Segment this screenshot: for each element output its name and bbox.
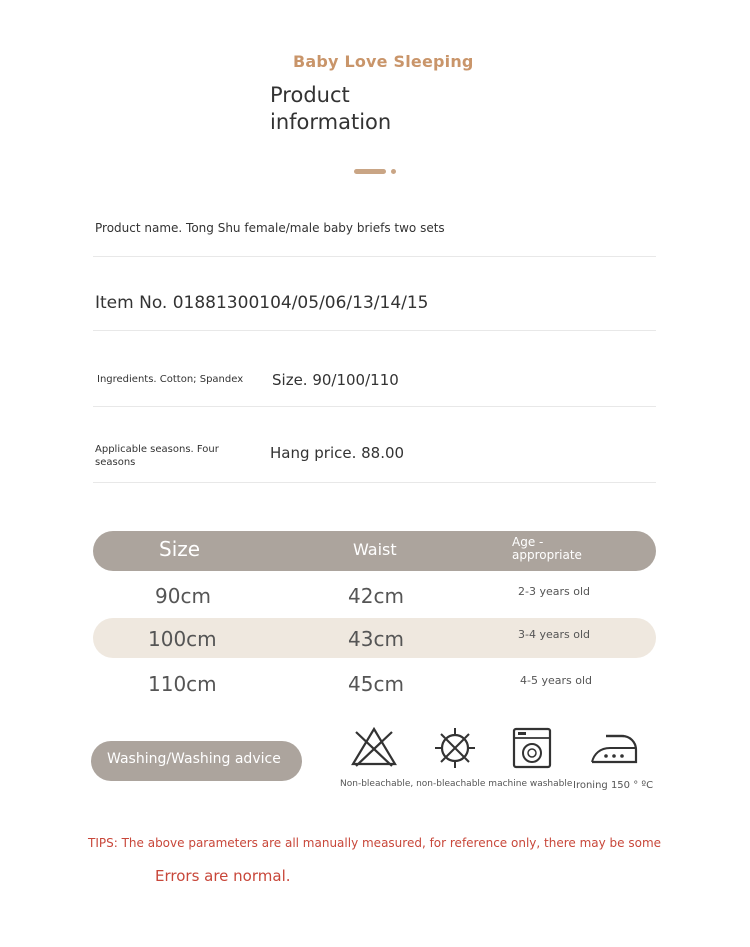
divider [93, 482, 656, 483]
decorative-bar [354, 169, 386, 174]
title-line-1: Product [270, 83, 350, 107]
iron-icon [588, 728, 640, 768]
row-waist: 43cm [348, 627, 404, 651]
no-bleach-icon [350, 726, 398, 768]
row-size: 90cm [155, 584, 211, 608]
care-instructions: Non-bleachable, non-bleachable machine washable [340, 779, 573, 789]
row-size: 100cm [148, 627, 217, 651]
row-waist: 45cm [348, 672, 404, 696]
tips-note-continued: Errors are normal. [155, 867, 291, 885]
row-age: 2-3 years old [518, 585, 590, 598]
brand-name: Baby Love Sleeping [293, 52, 474, 71]
item-number: Item No. 01881300104/05/06/13/14/15 [95, 293, 429, 313]
ingredients: Ingredients. Cotton; Spandex [97, 374, 244, 385]
decorative-dot [391, 169, 396, 174]
divider [93, 256, 656, 257]
hang-price: Hang price. 88.00 [270, 444, 405, 462]
header-waist: Waist [353, 540, 397, 559]
row-size: 110cm [148, 672, 217, 696]
divider [93, 406, 656, 407]
header-age: Age -appropriate [512, 535, 582, 562]
divider [93, 330, 656, 331]
tips-note: TIPS: The above parameters are all manually measured, for reference only, there may be some [88, 836, 662, 850]
size-list: Size. 90/100/110 [272, 371, 399, 389]
row-waist: 42cm [348, 584, 404, 608]
page-title [270, 82, 470, 136]
ironing-temperature: Ironing 150 ° ºC [573, 780, 654, 791]
header-size: Size [159, 537, 201, 561]
row-age: 3-4 years old [518, 628, 590, 641]
title-line-2: information [270, 110, 392, 134]
product-name: Product name. Tong Shu female/male baby briefs two sets [95, 221, 445, 235]
size-table-header [93, 531, 656, 571]
applicable-seasons: Applicable seasons. Four seasons [95, 444, 219, 468]
row-age: 4-5 years old [520, 674, 592, 687]
no-tumble-dry-icon [432, 726, 478, 770]
machine-wash-icon [512, 727, 552, 769]
washing-advice-label: Washing/Washing advice [91, 741, 302, 781]
